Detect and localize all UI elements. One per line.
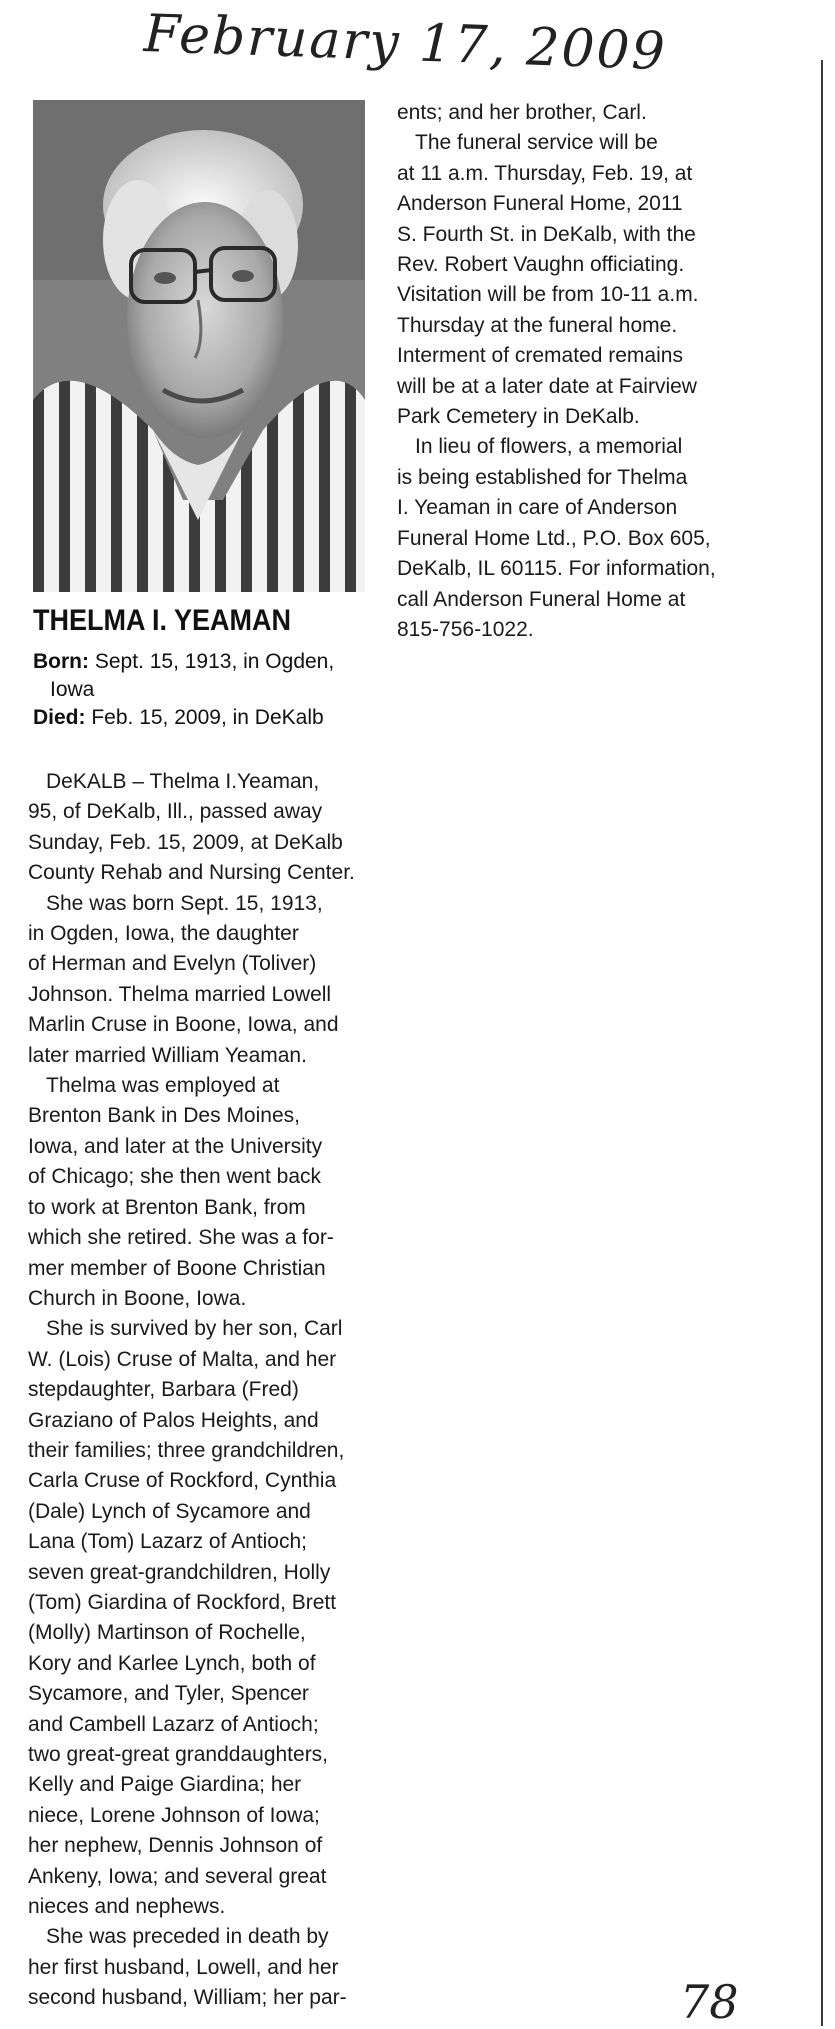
text-line: two great-great granddaughters,: [28, 1743, 329, 1766]
text-line: 95, of DeKalb, Ill., passed away: [28, 800, 323, 824]
text-line: DeKALB – Thelma I.Yeaman,: [46, 770, 320, 793]
text-line: In lieu of flowers, a memorial: [415, 435, 683, 459]
born-text: Sept. 15, 1913, in Ogden,: [94, 650, 335, 673]
text-line: She was preceded in death by: [46, 1925, 329, 1949]
text-line: Thursday at the funeral home.: [397, 313, 678, 337]
died-line: [33, 704, 373, 732]
text-line: (Molly) Martinson of Rochelle,: [28, 1621, 306, 1645]
portrait-photo: [33, 100, 365, 592]
text-line: Lana (Tom) Lazarz of Antioch;: [28, 1530, 307, 1554]
text-line: I. Yeaman in care of Anderson: [397, 496, 678, 520]
text-line: Johnson. Thelma married Lowell: [28, 982, 332, 1006]
text-line: seven great-grandchildren, Holly: [28, 1560, 331, 1584]
text-line: second husband, William; her par-: [28, 1986, 347, 2010]
text-line: Brenton Bank in Des Moines,: [28, 1104, 300, 1128]
text-line: Carla Cruse of Rockford, Cynthia: [28, 1469, 337, 1493]
text-line: Visitation will be from 10-11 a.m.: [397, 283, 699, 307]
text-line: 815-756-1022.: [397, 617, 534, 641]
text-line: nieces and nephews.: [28, 1895, 226, 1919]
text-line: DeKalb, IL 60115. For information,: [397, 557, 716, 581]
text-line: mer member of Boone Christian: [28, 1256, 326, 1280]
text-line: (Tom) Giardina of Rockford, Brett: [28, 1590, 337, 1614]
born-line-continued: Iowa: [50, 678, 95, 701]
text-line: She is survived by her son, Carl: [46, 1317, 343, 1341]
text-line: Ankeny, Iowa; and several great: [28, 1864, 327, 1888]
died-text: Feb. 15, 2009, in DeKalb: [91, 706, 324, 729]
text-line: later married William Yeaman.: [28, 1043, 307, 1067]
text-line: her first husband, Lowell, and her: [28, 1955, 339, 1979]
text-line: County Rehab and Nursing Center.: [28, 861, 355, 885]
text-line: niece, Lorene Johnson of Iowa;: [28, 1803, 320, 1827]
text-line: Sunday, Feb. 15, 2009, at DeKalb: [28, 830, 343, 854]
text-line: call Anderson Funeral Home at: [397, 587, 686, 611]
page-edge-line: [821, 60, 823, 2026]
text-line: The funeral service will be: [415, 131, 658, 155]
handwritten-page-number: 78: [680, 1975, 739, 2029]
obituary-body-left-column: [28, 767, 378, 2014]
text-line: Sycamore, and Tyler, Spencer: [28, 1682, 309, 1706]
text-line: which she retired. She was a for-: [28, 1226, 334, 1250]
text-line: in Ogden, Iowa, the daughter: [28, 922, 299, 946]
text-line: Graziano of Palos Heights, and: [28, 1408, 319, 1432]
text-line: Iowa, and later at the University: [28, 1134, 323, 1158]
text-line: stepdaughter, Barbara (Fred): [28, 1378, 299, 1402]
text-line: Thelma was employed at: [46, 1074, 280, 1098]
born-line: [33, 648, 373, 676]
text-line: Funeral Home Ltd., P.O. Box 605,: [397, 526, 711, 550]
text-line: to work at Brenton Bank, from: [28, 1195, 306, 1219]
text-line: at 11 a.m. Thursday, Feb. 19, at: [397, 161, 693, 185]
text-line: ents; and her brother, Carl.: [397, 101, 647, 124]
text-line: of Herman and Evelyn (Toliver): [28, 952, 317, 976]
text-line: Marlin Cruse in Boone, Iowa, and: [28, 1013, 339, 1037]
obituary-name: THELMA I. YEAMAN: [33, 604, 292, 637]
text-line: Rev. Robert Vaughn officiating.: [397, 253, 685, 277]
text-line: Park Cemetery in DeKalb.: [397, 405, 640, 429]
text-line: Interment of cremated remains: [397, 344, 683, 368]
text-line: of Chicago; she then went back: [28, 1165, 322, 1189]
text-line: is being established for Thelma: [397, 465, 688, 489]
text-line: S. Fourth St. in DeKalb, with the: [397, 222, 696, 246]
handwritten-date: February 17, 2009: [142, 4, 668, 83]
text-line: W. (Lois) Cruse of Malta, and her: [28, 1347, 337, 1371]
text-line: will be at a later date at Fairview: [397, 374, 697, 398]
text-line: her nephew, Dennis Johnson of: [28, 1834, 323, 1858]
text-line: She was born Sept. 15, 1913,: [46, 891, 323, 915]
text-line: Church in Boone, Iowa.: [28, 1286, 247, 1310]
text-line: and Cambell Lazarz of Antioch;: [28, 1712, 319, 1736]
text-line: Kory and Karlee Lynch, both of: [28, 1651, 316, 1675]
text-line: Kelly and Paige Giardina; her: [28, 1773, 302, 1797]
died-label: Died:: [33, 706, 86, 729]
text-line: Anderson Funeral Home, 2011: [397, 192, 683, 216]
born-label: Born:: [33, 650, 89, 673]
text-line: (Dale) Lynch of Sycamore and: [28, 1499, 311, 1523]
obituary-body-right-column: [397, 98, 747, 645]
text-line: their families; three grandchildren,: [28, 1438, 345, 1462]
